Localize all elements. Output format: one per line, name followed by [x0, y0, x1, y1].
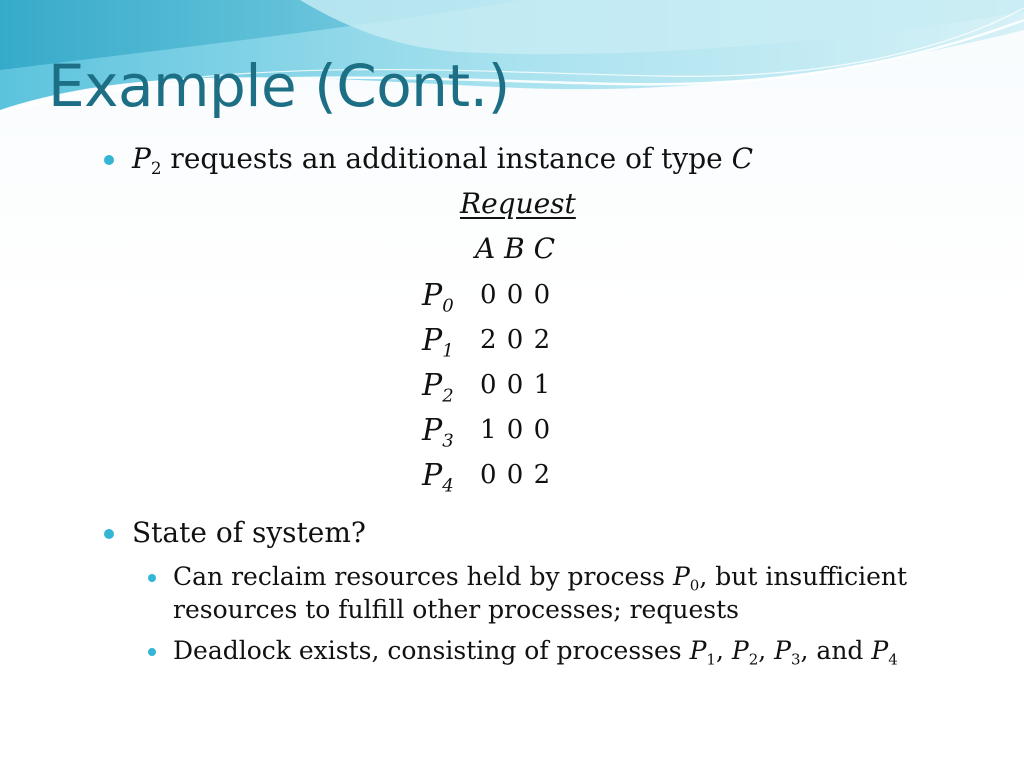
sub-bullet-dot-icon: [148, 648, 156, 656]
sub-bullet-reclaim-line1: Can reclaim resources held by process $P_0$, but insufficient: [173, 562, 908, 595]
row-process: $P_1$: [422, 323, 454, 362]
row-process: $P_4$: [422, 458, 454, 497]
row-process: $P_2$: [422, 368, 454, 407]
bullet-state-line: State of system?: [132, 516, 366, 549]
sub-bullet-dot-icon: [148, 574, 156, 582]
bullet-requests-line: [132, 142, 753, 176]
row-values: 0 0 1: [480, 370, 552, 400]
request-row: [422, 323, 602, 363]
row-values: 2 0 2: [480, 325, 552, 355]
row-values: 0 0 0: [480, 280, 552, 310]
bullet-text: requests an additional instance of type: [161, 142, 732, 175]
resource-type: C: [731, 142, 754, 175]
bullet-dot-icon: [104, 155, 114, 165]
bullet-dot-icon: [104, 529, 114, 539]
request-row: [422, 413, 602, 453]
request-row: [422, 278, 602, 318]
slide-title: Example (Cont.): [48, 52, 510, 120]
row-process: $P_0$: [422, 278, 454, 317]
request-row: [422, 368, 602, 408]
process-subscript: 2: [150, 157, 162, 178]
row-values: 1 0 0: [480, 415, 552, 445]
request-table-title: Request: [460, 187, 576, 220]
sub-bullet-deadlock-line: Deadlock exists, consisting of processes $P_1$, $P_2$, $P_3$, and $P_4$: [173, 636, 898, 669]
request-table-columns: A B C: [475, 232, 556, 265]
row-values: 0 0 2: [480, 460, 552, 490]
process-letter: P: [132, 142, 151, 175]
request-row: [422, 458, 602, 498]
row-process: $P_3$: [422, 413, 454, 452]
sub-bullet-reclaim-line2: resources to fulfill other processes; requests: [173, 595, 739, 624]
